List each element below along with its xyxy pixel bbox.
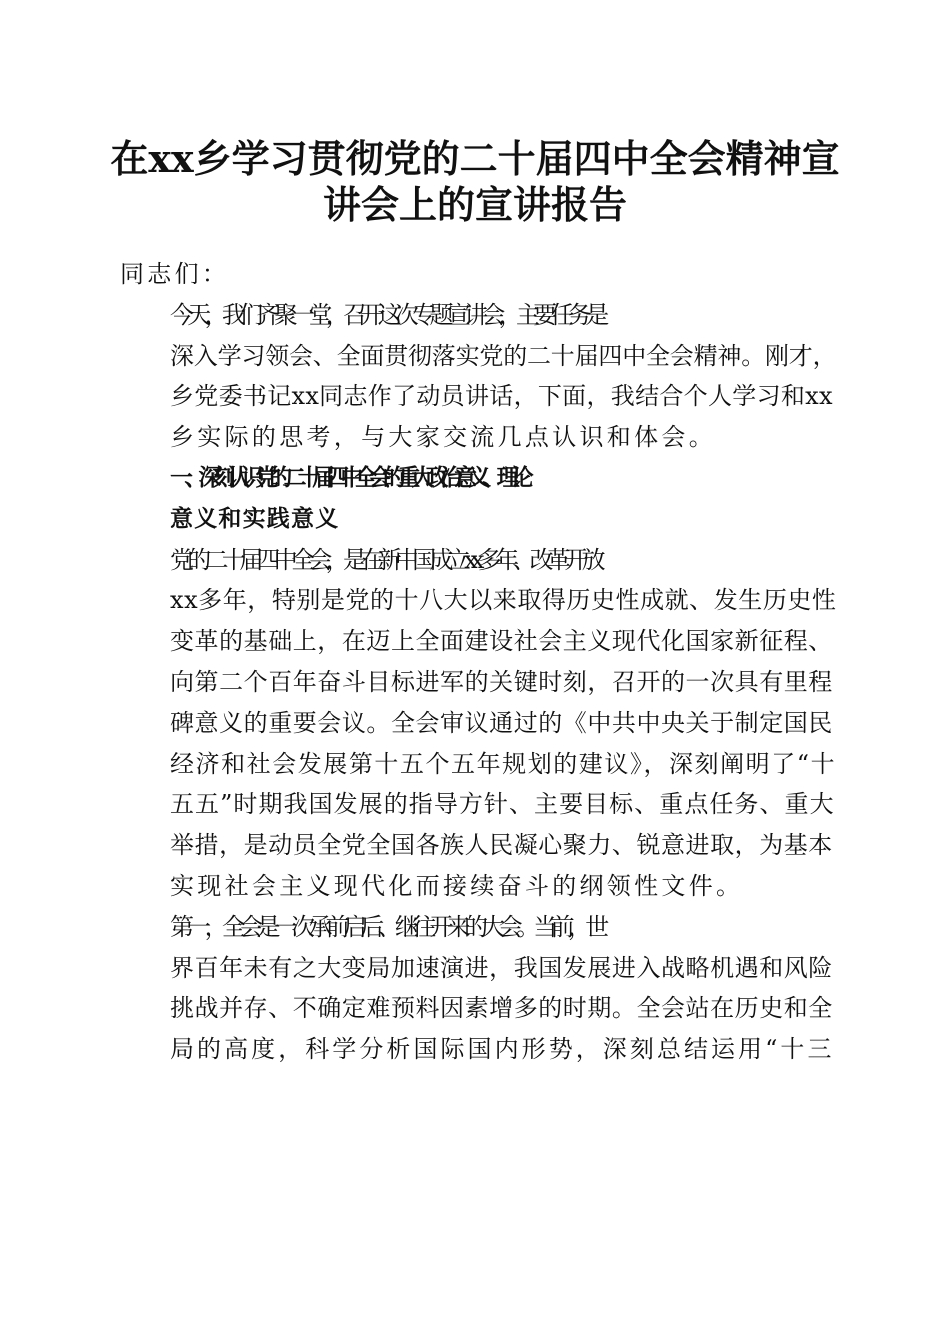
salutation: 同志们： [120, 260, 230, 288]
text-line: 经济和社会发展第十五个五年规划的建议》，深刻阐明了“十 [170, 749, 837, 778]
text-line: 今天，我们齐聚一堂，召开这次专题宣讲会，主要任务是 [170, 300, 603, 329]
paragraph-first-point [120, 907, 835, 1070]
section-heading-1 [120, 458, 830, 540]
text-line: 乡实际的思考，与大家交流几点认识和体会。 [170, 423, 716, 452]
heading-line: 意义和实践意义 [170, 505, 340, 532]
text-line: 向第二个百年奋斗目标进军的关键时刻，召开的一次具有里程 [170, 667, 833, 696]
text-line: 举措，是动员全党全国各族人民凝心聚力、锐意进取，为基本 [170, 831, 833, 860]
text-line: 碑意义的重要会议。全会审议通过的《中共中央关于制定国民 [170, 708, 833, 737]
text-line: xx多年，特别是党的十八大以来取得历史性成就、发生历史性 [170, 586, 837, 615]
text-line: 五五”时期我国发展的指导方针、主要目标、重点任务、重大 [170, 790, 835, 819]
text-line: 乡党委书记xx同志作了动员讲话，下面，我结合个人学习和xx [170, 382, 833, 411]
document-body [120, 254, 837, 1070]
paragraph-significance [120, 540, 837, 907]
title-line-2: 讲会上的宣讲报告 [322, 182, 627, 227]
text-line: 深入学习领会、全面贯彻落实党的二十届四中全会精神。刚才， [170, 341, 837, 370]
text-line: 变革的基础上，在迈上全面建设社会主义现代化国家新征程、 [170, 627, 833, 656]
title-line-1: 在xx乡学习贯彻党的二十届四中全会精神宣 [110, 136, 840, 181]
heading-line: 一、深刻认识党的二十届四中全会的重大政治意义、理论 [170, 464, 526, 491]
text-line: 党的二十届四中全会，是在新中国成立xx多年、改革开放 [170, 545, 599, 574]
text-line: 第一，全会是一次承前启后、继往开来的大会。当前，世 [170, 912, 603, 941]
text-line: 局的高度，科学分析国际国内形势，深刻总结运用“十三 [170, 1035, 835, 1064]
text-line: 界百年未有之大变局加速演进，我国发展进入战略机遇和风险 [170, 953, 833, 982]
text-line: 实现社会主义现代化而接续奋斗的纲领性文件。 [170, 871, 744, 900]
paragraph-intro [120, 295, 837, 458]
text-line: 挑战并存、不确定难预料因素增多的时期。全会站在历史和全 [170, 994, 833, 1023]
document-title [110, 136, 840, 228]
